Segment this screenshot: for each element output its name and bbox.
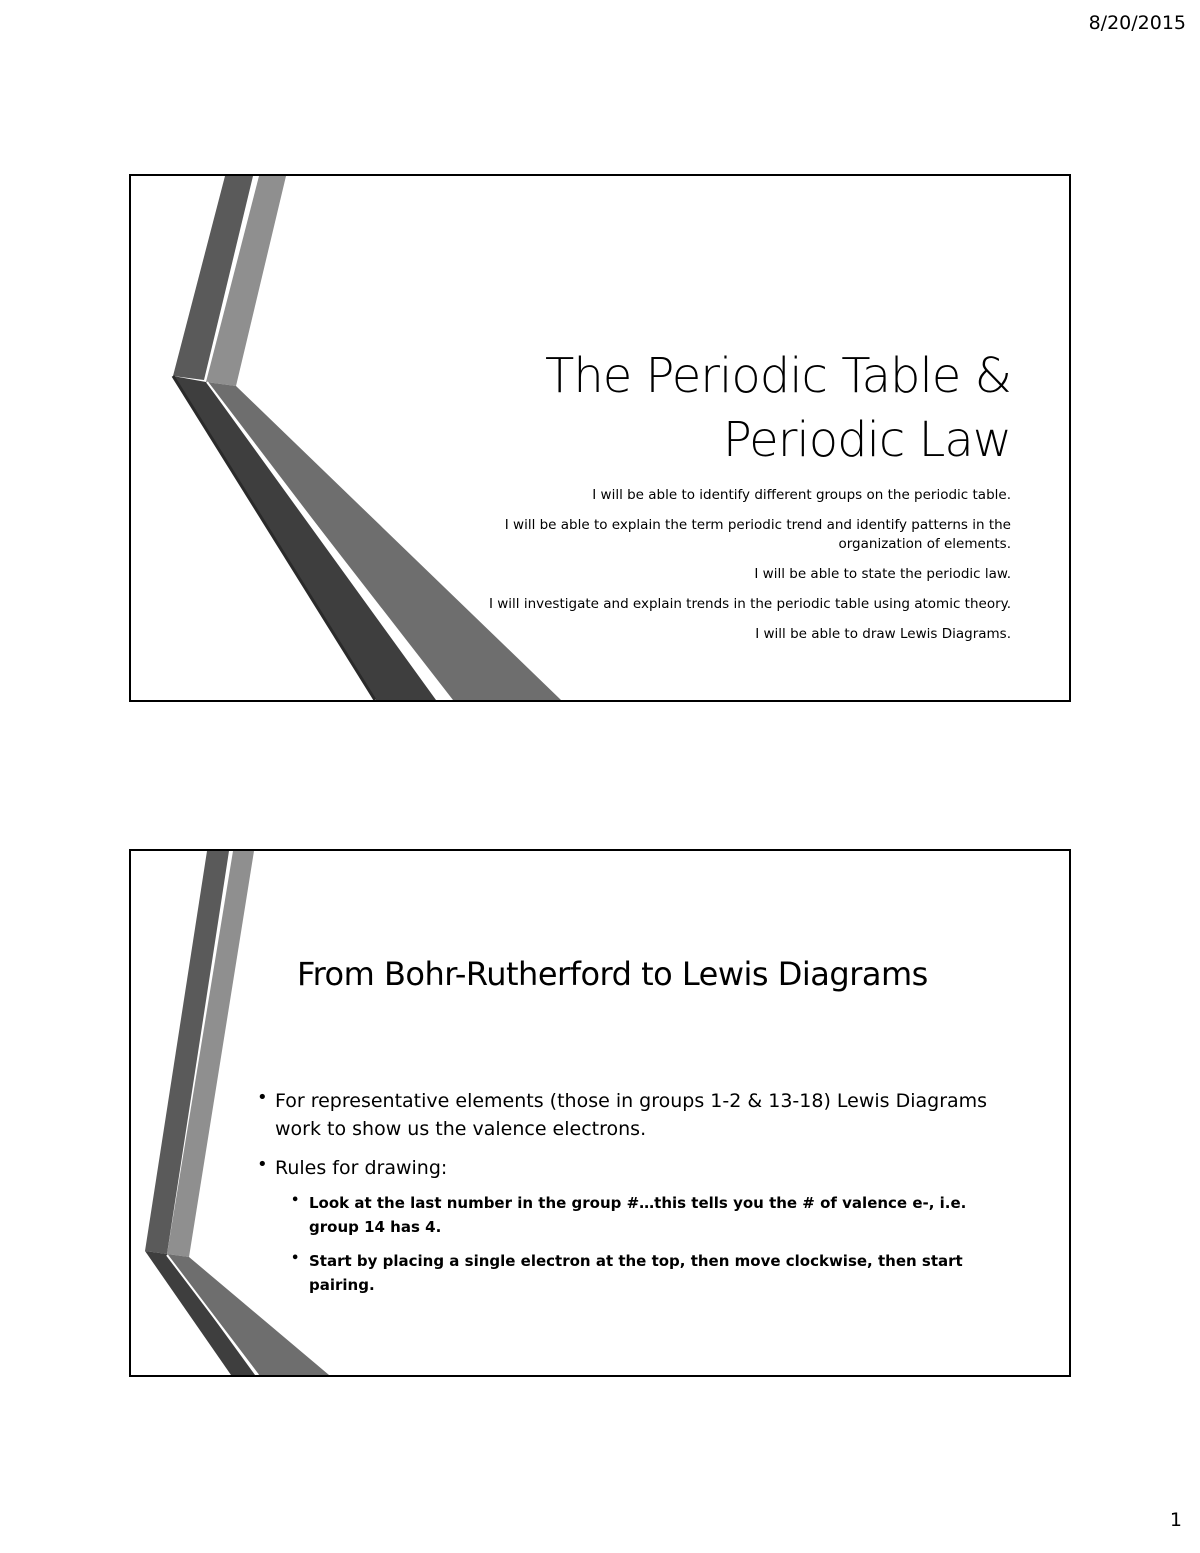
bullet-item: • For representative elements (those in groups 1-2 & 13-18) Lewis Diagrams work to show us the valence electrons. [257,1087,1017,1143]
slide-title-line-2: Periodic Law [722,412,1011,468]
objective-item: I will be able to identify different groups on the periodic table. [592,487,1011,503]
objective-item: I will be able to state the periodic law. [754,566,1011,582]
slide-title: From Bohr-Rutherford to Lewis Diagrams [297,955,928,993]
page-number: 1 [1169,1509,1182,1531]
learning-objectives [451,486,1011,655]
bullet-list [257,1087,1017,1308]
page-date: 8/20/2015 [1088,12,1186,34]
bullet-item-rules [257,1154,1017,1297]
objective-item: I will investigate and explain trends in the periodic table using atomic theory. [488,596,1011,612]
sub-bullet-item: • Look at the last number in the group #…this tells you the # of valence e-, i.e. group 14 has 4. [291,1191,1017,1239]
slide-lewis-diagrams [129,849,1071,1377]
sub-bullet-item: • Start by placing a single electron at the top, then move clockwise, then start pairing. [291,1249,1017,1297]
bullet-text: Rules for drawing: [275,1157,448,1179]
objective-item: I will be able to explain the term periodic trend and identify patterns in the organization of elements. [504,517,1011,552]
slide-title [411,344,1011,472]
sub-bullet-list [291,1191,1017,1297]
slide-title-periodic-table [129,174,1071,702]
objective-item: I will be able to draw Lewis Diagrams. [755,626,1011,642]
slide-title-line-1: The Periodic Table & [545,348,1011,404]
